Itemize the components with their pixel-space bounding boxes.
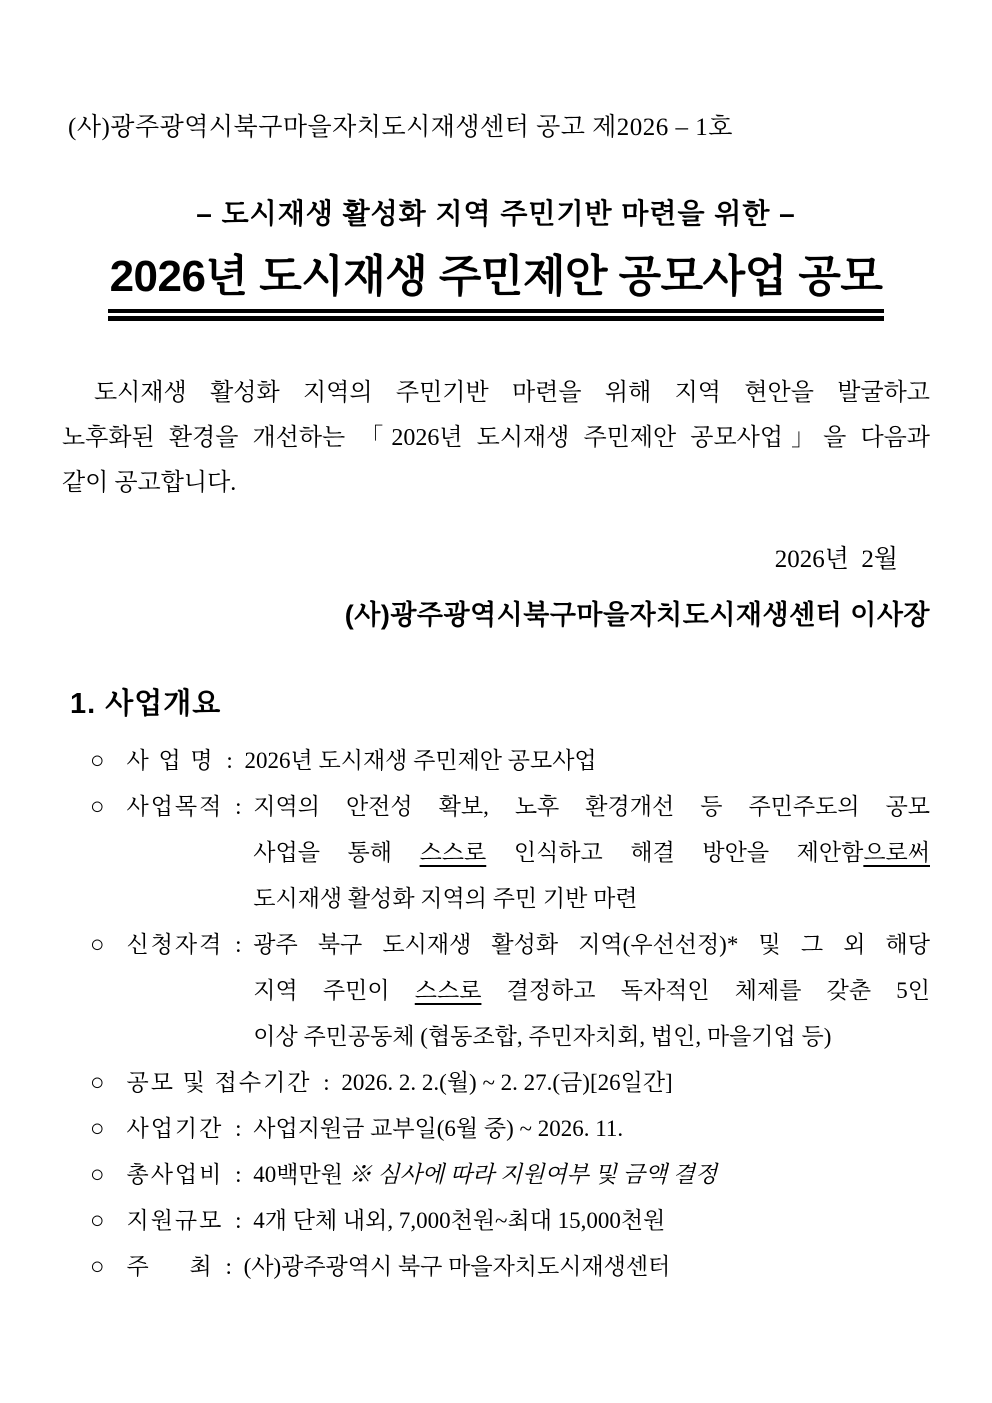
item-content: [253, 1198, 930, 1244]
list-item: [62, 1244, 930, 1290]
item-label: 사업기간: [126, 1116, 224, 1141]
item-label: 사 업 명: [126, 748, 215, 773]
date-line: 2026년 2월: [774, 546, 898, 573]
item-separator: :: [317, 1070, 336, 1095]
text-segment: 이상 주민공동체 (협동조합, 주민자치회, 법인, 마을기업 등): [253, 1024, 832, 1049]
content-line: [253, 830, 930, 876]
item-label: 공모 및 접수기간: [126, 1070, 312, 1095]
item-label: 신청자격: [126, 932, 224, 957]
text-segment: 사업을 통해: [253, 840, 420, 865]
intro-line: 노후화된 환경을 개선하는 「2026년 도시재생 주민제안 공모사업」을 다음과: [62, 425, 930, 451]
intro-line: 같이 공고합니다.: [62, 470, 237, 496]
item-separator: :: [229, 1116, 248, 1141]
project-list: [62, 738, 930, 1290]
page-title: 2026년 도시재생 주민제안 공모사업 공모: [108, 250, 885, 313]
content-line: [253, 1106, 930, 1152]
circle-bullet-icon: ○: [90, 932, 105, 958]
item-label: 지원규모: [126, 1208, 224, 1233]
content-line: [253, 876, 930, 922]
item-separator: :: [219, 1254, 238, 1279]
item-label: 주 최: [126, 1254, 214, 1279]
content-line: [253, 784, 930, 830]
list-item: [62, 738, 930, 784]
content-line: [253, 968, 930, 1014]
item-content: [341, 1060, 930, 1106]
text-segment: 도시재생 활성화 지역의 주민 기반 마련: [253, 886, 638, 911]
text-segment: 4개 단체 내외, 7,000천원~최대 15,000천원: [253, 1208, 666, 1233]
text-segment: 스스로: [414, 978, 482, 1003]
intro-line: 도시재생 활성화 지역의 주민기반 마련을 위해 지역 현안을 발굴하고: [94, 380, 930, 406]
content-line: [245, 738, 930, 784]
text-segment: 결정하고 독자적인 체제를 갖춘 5인: [481, 978, 930, 1003]
item-content: [253, 784, 930, 922]
content-line: [244, 1244, 930, 1290]
circle-bullet-icon: ○: [90, 1162, 105, 1188]
title-underline: [108, 250, 885, 321]
item-content: [245, 738, 930, 784]
list-item: [62, 922, 930, 1060]
circle-bullet-icon: ○: [90, 1254, 105, 1280]
item-separator: :: [229, 932, 248, 957]
item-content: [253, 1152, 930, 1198]
content-line: [253, 1014, 930, 1060]
item-separator: :: [229, 794, 248, 819]
text-segment: 지역 주민이: [253, 978, 415, 1003]
title-wrap: [62, 250, 930, 321]
circle-bullet-icon: ○: [90, 748, 105, 774]
list-item: [62, 784, 930, 922]
text-segment: 지역의 안전성 확보, 노후 환경개선 등 주민주도의 공모: [253, 794, 930, 819]
item-separator: :: [229, 1162, 248, 1187]
text-segment: ※ 심사에 따라 지원여부 및 금액 결정: [348, 1162, 718, 1187]
list-item: [62, 1198, 930, 1244]
item-label: 사업목적: [126, 794, 224, 819]
text-segment: 으로써: [863, 840, 930, 865]
notice-number: (사)광주광역시북구마을자치도시재생센터 공고 제2026 – 1호: [68, 114, 733, 141]
item-content: [244, 1244, 930, 1290]
item-content: [253, 922, 930, 1060]
list-item: [62, 1060, 930, 1106]
content-line: [341, 1060, 930, 1106]
item-separator: :: [220, 748, 239, 773]
circle-bullet-icon: ○: [90, 1116, 105, 1142]
text-segment: 광주 북구 도시재생 활성화 지역(우선선정)* 및 그 외 해당: [253, 932, 930, 957]
item-label: 총사업비: [126, 1162, 224, 1187]
list-item: [62, 1106, 930, 1152]
issuer-line: (사)광주광역시북구마을자치도시재생센터 이사장: [344, 600, 930, 630]
item-content: [253, 1106, 930, 1152]
content-line: [253, 1152, 930, 1198]
section-heading: 1. 사업개요: [70, 688, 222, 720]
list-item: [62, 1152, 930, 1198]
circle-bullet-icon: ○: [90, 1208, 105, 1234]
text-segment: 2026년 도시재생 주민제안 공모사업: [244, 748, 597, 773]
text-segment: (사)광주광역시 북구 마을자치도시재생센터: [243, 1254, 671, 1279]
circle-bullet-icon: ○: [90, 1070, 105, 1096]
intro-paragraph: [62, 371, 930, 506]
content-line: [253, 1198, 930, 1244]
text-segment: 2026. 2. 2.(월) ~ 2. 27.(금)[26일간]: [341, 1070, 673, 1095]
text-segment: 스스로: [419, 840, 487, 865]
document-subtitle: – 도시재생 활성화 지역 주민기반 마련을 위한 –: [196, 198, 796, 229]
text-segment: 인식하고 해결 방안을 제안함: [486, 840, 864, 865]
circle-bullet-icon: ○: [90, 794, 105, 820]
text-segment: 40백만원: [253, 1162, 349, 1187]
item-separator: :: [229, 1208, 248, 1233]
content-line: [253, 922, 930, 968]
text-segment: 사업지원금 교부일(6월 중) ~ 2026. 11.: [253, 1116, 624, 1141]
